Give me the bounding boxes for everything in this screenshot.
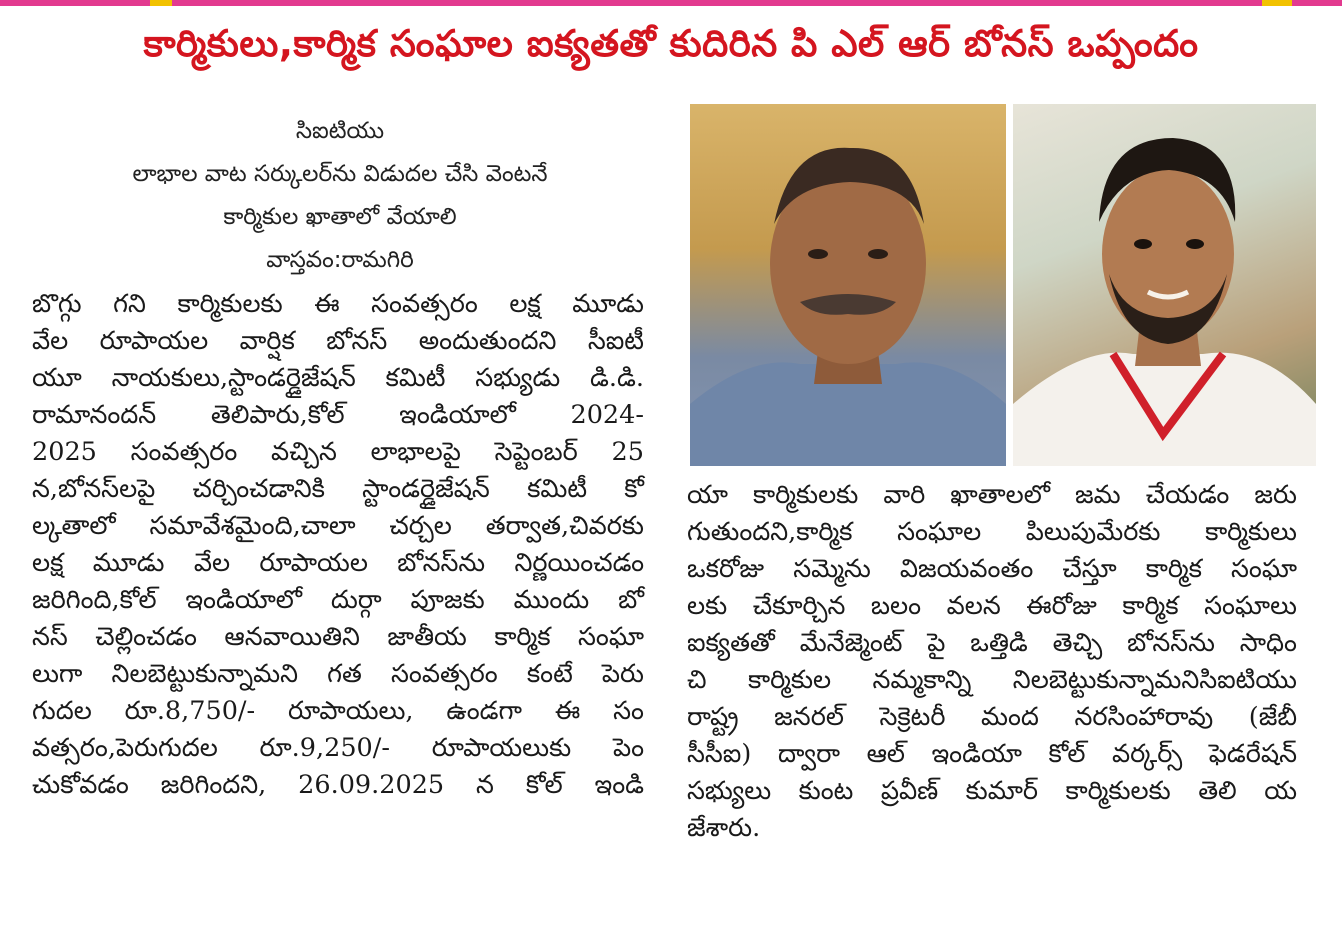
portrait-illustration bbox=[1013, 104, 1316, 466]
body-line: లక్ష మూడు వేల రూపాయల బోనస్‌ను నిర్ణయించడం bbox=[32, 548, 644, 578]
body-line: చుకోవడం జరిగిందని, 26.09.2025 న కోల్ ఇండి bbox=[32, 770, 644, 800]
article-subheadings bbox=[40, 110, 640, 282]
article-headline: కార్మికులు,కార్మిక సంఘాల ఐక్యతతో కుదిరిన పి ఎల్ ఆర్ బోనస్ ఒప్పందం bbox=[143, 22, 1199, 65]
body-line: యూ నాయకులు,స్టాండర్డైజేషన్ కమిటీ సభ్యుడు డి.డి. bbox=[32, 363, 644, 393]
body-line: న,బోనస్‌లపై చర్చించడానికి స్టాండర్డైజేషన్ కమిటీ కో bbox=[32, 474, 644, 504]
body-line: ల్కతాలో సమావేశమైంది,చాలా చర్చల తర్వాత,చివరకు bbox=[32, 511, 644, 541]
body-line: నస్ చెల్లించడం ఆనవాయితిని జాతీయ కార్మిక సంఘా bbox=[32, 622, 644, 652]
body-line: ఐక్యతతో మేనేజ్మెంట్ పై ఒత్తిడి తెచ్చి బోనస్‌ను సాధిం bbox=[687, 628, 1297, 658]
body-line: 2025 సంవత్సరం వచ్చిన లాభాలపై సెప్టెంబర్ 25 bbox=[32, 437, 644, 467]
body-line: చి కార్మికుల నమ్మకాన్ని నిలబెట్టుకున్నామనిసిఐటియు bbox=[687, 665, 1297, 695]
body-line: లకు చేకూర్చిన బలం వలన ఈరోజు కార్మిక సంఘాలు bbox=[687, 591, 1297, 621]
body-line: జరిగింది,కోల్ ఇండియాలో దుర్గా పూజకు ముందు బో bbox=[32, 585, 644, 615]
article-body-left-column bbox=[32, 286, 644, 804]
dateline: వాస్తవం:రామగిరి bbox=[266, 247, 414, 273]
band-accent-left bbox=[150, 0, 172, 6]
body-line: ఒకరోజు సమ్మెను విజయవంతం చేస్తూ కార్మిక సంఘా bbox=[687, 554, 1297, 584]
band-accent-right bbox=[1262, 0, 1292, 6]
portrait-illustration bbox=[690, 104, 1006, 466]
body-line: లుగా నిలబెట్టుకున్నామని గత సంవత్సరం కంటే పెరు bbox=[32, 659, 644, 689]
body-line: యా కార్మికులకు వారి ఖాతాలలో జమ చేయడం జరు bbox=[687, 480, 1297, 510]
photo-young-man bbox=[1013, 104, 1316, 466]
body-line: జేశారు. bbox=[687, 813, 761, 843]
subheading-line-1: లాభాల వాట సర్కులర్‌ను విడుదల చేసి వెంటనే bbox=[132, 161, 548, 187]
photo-older-man bbox=[690, 104, 1006, 466]
body-line: సీసీఐ) ద్వారా ఆల్ ఇండియా కోల్ వర్కర్స్ ఫెడరేషన్ bbox=[687, 739, 1297, 769]
article-body-right-column bbox=[687, 477, 1297, 847]
body-line: వేల రూపాయల వార్షిక బోనస్ అందుతుందని సీఐటీ bbox=[32, 326, 644, 356]
body-line: వత్సరం,పెరుగుదల రూ.9,250/- రూపాయలుకు పెం bbox=[32, 733, 644, 763]
top-color-band bbox=[0, 0, 1342, 6]
body-line: గుతుందని,కార్మిక సంఘాల పిలుపుమేరకు కార్మికులు bbox=[687, 517, 1297, 547]
body-line: సభ్యులు కుంట ప్రవీణ్ కుమార్ కార్మికులకు తెలి య bbox=[687, 776, 1297, 806]
subheading-org: సిఐటియు bbox=[295, 118, 385, 144]
body-line: రాష్ట్ర జనరల్ సెక్రెటరీ మంద నరసింహారావు (జేబీ bbox=[687, 702, 1297, 732]
body-line: రామానందన్ తెలిపారు,కోల్ ఇండియాలో 2024- bbox=[32, 400, 644, 430]
body-line: గుదల రూ.8,750/- రూపాయలు, ఉండగా ఈ సం bbox=[32, 696, 644, 726]
subheading-line-2: కార్మికుల ఖాతాలో వేయాలి bbox=[223, 204, 457, 230]
body-line: బొగ్గు గని కార్మికులకు ఈ సంవత్సరం లక్ష మూడు bbox=[32, 289, 644, 319]
